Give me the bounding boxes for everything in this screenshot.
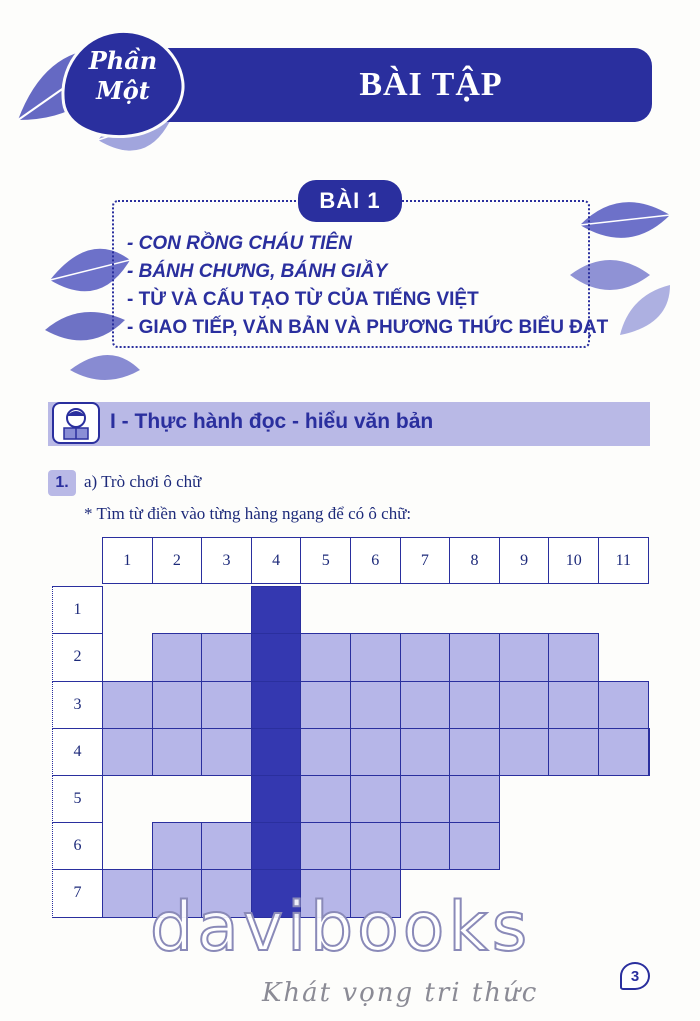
column-number-11: 11 [598, 537, 649, 584]
crossword-cell[interactable] [449, 822, 500, 870]
row-number-6: 6 [52, 822, 103, 870]
crossword-cell[interactable] [152, 728, 203, 776]
watermark-slogan: Khát vọng tri thức [262, 978, 539, 1008]
crossword-cell[interactable] [152, 822, 203, 870]
crossword-cell[interactable] [548, 681, 599, 729]
column-number-1: 1 [102, 537, 153, 584]
topic-item: - TỪ VÀ CẤU TẠO TỪ CỦA TIẾNG VIỆT [127, 289, 479, 310]
crossword-cell[interactable] [648, 728, 650, 776]
row-number-2: 2 [52, 633, 103, 681]
column-number-10: 10 [548, 537, 599, 584]
page-number: 3 [620, 962, 650, 990]
column-number-2: 2 [152, 537, 203, 584]
crossword-cell[interactable] [102, 869, 153, 917]
title-banner [130, 48, 652, 122]
crossword-cell[interactable] [598, 728, 649, 776]
row-number-3: 3 [52, 681, 103, 729]
key-column-cell[interactable] [251, 586, 302, 634]
lesson-topics-list [127, 230, 608, 342]
row-number-5: 5 [52, 775, 103, 823]
crossword-cell[interactable] [201, 728, 252, 776]
crossword-cell[interactable] [400, 728, 451, 776]
part-label-line1: Phần [88, 46, 158, 75]
topic-item: - GIAO TIẾP, VĂN BẢN VÀ PHƯƠNG THỨC BIỂU ĐẠT [127, 317, 609, 338]
crossword-cell[interactable] [300, 633, 351, 681]
crossword-cell[interactable] [201, 633, 252, 681]
crossword-cell[interactable] [598, 681, 649, 729]
crossword-cell[interactable] [201, 681, 252, 729]
key-column-cell[interactable] [251, 728, 302, 776]
crossword-cell[interactable] [400, 822, 451, 870]
crossword-cell[interactable] [300, 822, 351, 870]
part-label-line2: Một [96, 76, 150, 105]
crossword-cell[interactable] [449, 775, 500, 823]
crossword-cell[interactable] [102, 728, 153, 776]
crossword-cell[interactable] [449, 681, 500, 729]
crossword-cell[interactable] [548, 728, 599, 776]
key-column-cell[interactable] [251, 681, 302, 729]
crossword-cell[interactable] [300, 728, 351, 776]
topic-item: - BÁNH CHƯNG, BÁNH GIẦY [127, 261, 388, 282]
key-column-cell[interactable] [251, 633, 302, 681]
crossword-cell[interactable] [449, 728, 500, 776]
section-title: I - Thực hành đọc - hiểu văn bản [110, 410, 434, 433]
crossword-cell[interactable] [499, 633, 550, 681]
crossword-cell[interactable] [499, 728, 550, 776]
crossword-cell[interactable] [102, 681, 153, 729]
crossword-cell[interactable] [350, 728, 401, 776]
column-number-8: 8 [449, 537, 500, 584]
crossword-cell[interactable] [300, 681, 351, 729]
crossword-cell[interactable] [152, 633, 203, 681]
column-number-4: 4 [251, 537, 302, 584]
exercise-instruction: * Tìm từ điền vào từng hàng ngang để có ô chữ: [84, 504, 412, 523]
crossword-cell[interactable] [400, 775, 451, 823]
crossword-cell[interactable] [350, 681, 401, 729]
column-number-5: 5 [300, 537, 351, 584]
lesson-tag: BÀI 1 [298, 180, 402, 222]
row-number-1: 1 [52, 586, 103, 634]
key-column-cell[interactable] [251, 775, 302, 823]
column-number-7: 7 [400, 537, 451, 584]
page-title: BÀI TẬP [359, 66, 503, 103]
crossword-cell[interactable] [350, 633, 401, 681]
reading-child-icon [52, 402, 100, 444]
column-number-6: 6 [350, 537, 401, 584]
crossword-cell[interactable] [400, 681, 451, 729]
crossword-cell[interactable] [300, 775, 351, 823]
column-number-3: 3 [201, 537, 252, 584]
crossword-cell[interactable] [548, 633, 599, 681]
crossword-cell[interactable] [350, 775, 401, 823]
crossword-cell[interactable] [499, 681, 550, 729]
column-number-9: 9 [499, 537, 550, 584]
crossword-cell[interactable] [152, 681, 203, 729]
crossword-cell[interactable] [449, 633, 500, 681]
row-number-7: 7 [52, 869, 103, 917]
topic-item: - CON RỒNG CHÁU TIÊN [127, 233, 352, 254]
key-column-cell[interactable] [251, 822, 302, 870]
exercise-part-a: a) Trò chơi ô chữ [84, 472, 202, 491]
crossword-cell[interactable] [400, 633, 451, 681]
exercise-number: 1. [48, 470, 76, 496]
watermark-brand: davibooks [150, 888, 532, 967]
crossword-cell[interactable] [201, 822, 252, 870]
part-label [68, 46, 178, 106]
row-number-4: 4 [52, 728, 103, 776]
crossword-cell[interactable] [350, 822, 401, 870]
